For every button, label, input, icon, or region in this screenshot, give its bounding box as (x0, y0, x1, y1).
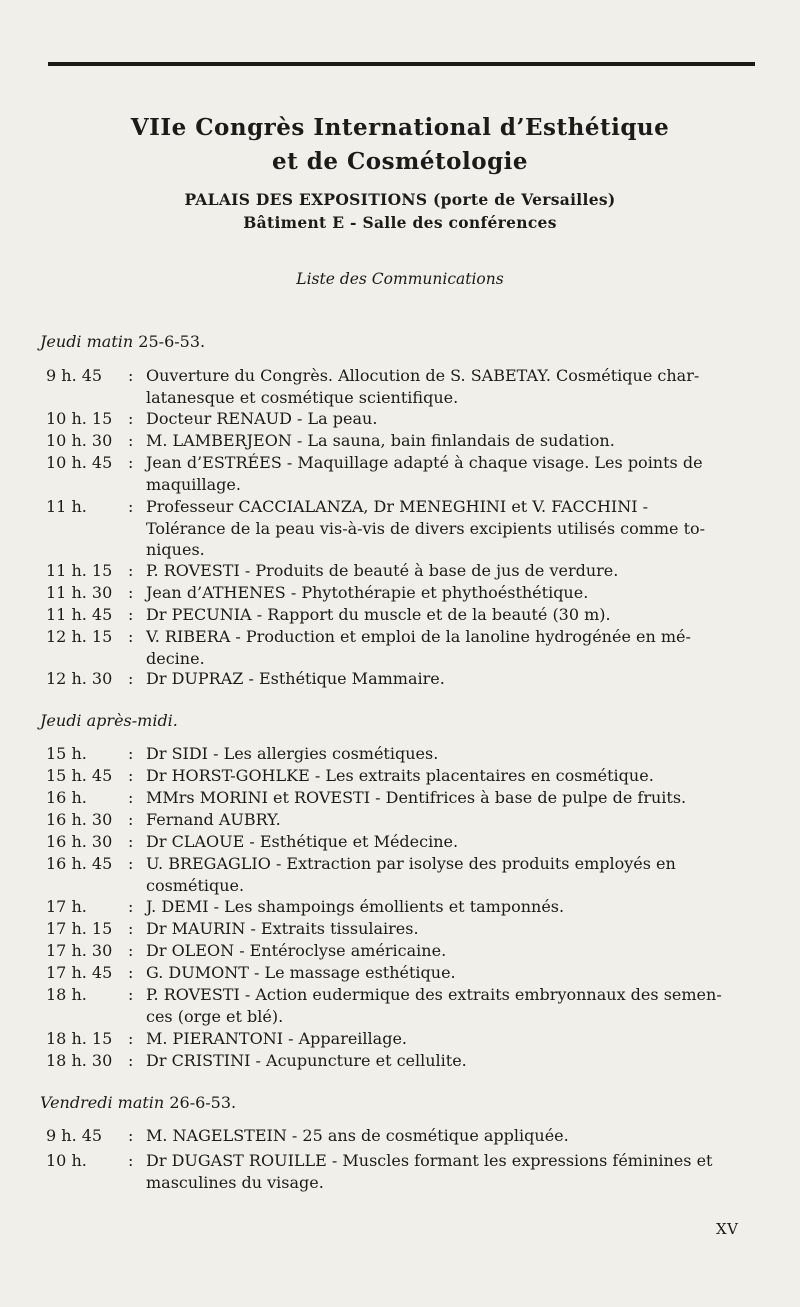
entry-time: 16 h. 30 (46, 810, 113, 829)
entry-text-line: Dr OLEON - Entéroclyse américaine. (146, 941, 447, 960)
entry-time: 17 h. 45 (46, 963, 113, 982)
entry-colon: : (128, 941, 134, 960)
entry-text (146, 940, 750, 962)
entry-time: 11 h. (46, 497, 87, 516)
entry-time: 10 h. 30 (46, 431, 113, 450)
entry-text (146, 896, 750, 918)
entry-time: 12 h. 30 (46, 669, 113, 688)
entry-text-line: MMrs MORINI et ROVESTI - Dentifrices à base de pulpe de fruits. (146, 788, 687, 807)
entry-text (146, 452, 750, 495)
entry-colon: : (128, 561, 134, 580)
entry-text-line: Tolérance de la peau vis-à-vis de divers excipients utilisés comme to- (146, 518, 706, 538)
section-day-label: Jeudi après-midi. (40, 711, 178, 730)
entry-text (146, 918, 750, 940)
entry-text (146, 743, 750, 765)
section-heading (40, 332, 205, 351)
entry-text (146, 962, 750, 984)
entry-time: 9 h. 45 (46, 366, 103, 385)
entry-time: 11 h. 45 (46, 605, 113, 624)
entry-colon: : (128, 1029, 134, 1048)
entry-colon: : (128, 583, 134, 602)
entry-text (146, 809, 750, 831)
entry-text-line: masculines du visage. (146, 1172, 324, 1192)
entry-colon: : (128, 1151, 134, 1170)
section-day-label: Jeudi matin (40, 332, 134, 351)
entry-colon: : (128, 605, 134, 624)
entry-text-line: Dr DUGAST ROUILLE - Muscles formant les expressions féminines et (146, 1151, 713, 1170)
entry-text-line: ces (orge et blé). (146, 1006, 284, 1026)
entry-text (146, 984, 750, 1027)
entry-time: 17 h. 30 (46, 941, 113, 960)
entry-text-line: Jean d’ATHENES - Phytothérapie et phythoésthétique. (146, 583, 589, 602)
section-heading (40, 1093, 236, 1112)
section-heading (40, 711, 178, 730)
entry-text (146, 430, 750, 452)
entry-text-line: latanesque et cosmétique scientifique. (146, 387, 459, 407)
entry-text (146, 626, 750, 669)
entry-text-line: Dr MAURIN - Extraits tissulaires. (146, 919, 419, 938)
venue-line-1: PALAIS DES EXPOSITIONS (porte de Versailles) (184, 190, 616, 209)
top-rule (48, 62, 755, 66)
entry-text (146, 765, 750, 787)
entry-text (146, 560, 750, 582)
entry-text-line: G. DUMONT - Le massage esthétique. (146, 963, 456, 982)
entry-text-line: Jean d’ESTRÉES - Maquillage adapté à chaque visage. Les points de (146, 453, 703, 472)
entry-text-line: Professeur CACCIALANZA, Dr MENEGHINI et V. FACCHINI - (146, 497, 649, 516)
entry-text (146, 1125, 750, 1147)
entry-time: 17 h. 15 (46, 919, 113, 938)
entry-colon: : (128, 366, 134, 385)
entry-text-line: V. RIBERA - Production et emploi de la lanoline hydrogénée en mé- (146, 627, 691, 646)
entry-text-line: J. DEMI - Les shampoings émollients et tamponnés. (146, 897, 565, 916)
entry-colon: : (128, 963, 134, 982)
entry-text (146, 365, 750, 408)
entry-text-line: P. ROVESTI - Action eudermique des extraits embryonnaux des semen- (146, 985, 722, 1004)
entry-text (146, 1150, 750, 1193)
entry-text-line: Dr CLAOUE - Esthétique et Médecine. (146, 832, 459, 851)
entry-colon: : (128, 744, 134, 763)
entry-colon: : (128, 431, 134, 450)
entry-text-line: maquillage. (146, 474, 241, 494)
section-date: 25-6-53. (138, 332, 206, 351)
list-title: Liste des Communications (296, 270, 504, 288)
entry-text (146, 604, 750, 626)
entry-time: 12 h. 15 (46, 627, 113, 646)
entry-text (146, 582, 750, 604)
entry-time: 9 h. 45 (46, 1126, 103, 1145)
entry-text-line: cosmétique. (146, 875, 245, 895)
entry-text-line: Dr DUPRAZ - Esthétique Mammaire. (146, 669, 445, 688)
entry-text (146, 787, 750, 809)
entry-time: 18 h. (46, 985, 87, 1004)
page-number: XV (716, 1220, 739, 1238)
entry-text (146, 408, 750, 430)
entry-time: 10 h. 15 (46, 409, 113, 428)
entry-text-line: Fernand AUBRY. (146, 810, 281, 829)
entry-time: 15 h. (46, 744, 87, 763)
title-line-1: VIIe Congrès International d’Esthétique (130, 114, 670, 141)
entry-time: 11 h. 30 (46, 583, 113, 602)
entry-colon: : (128, 766, 134, 785)
entry-text-line: Dr PECUNIA - Rapport du muscle et de la beauté (30 m). (146, 605, 611, 624)
entry-time: 16 h. 45 (46, 854, 113, 873)
entry-colon: : (128, 1126, 134, 1145)
entry-text-line: Dr SIDI - Les allergies cosmétiques. (146, 744, 439, 763)
entry-time: 16 h. (46, 788, 87, 807)
entry-text-line: niques. (146, 540, 205, 559)
entry-colon: : (128, 497, 134, 516)
entry-text-line: Docteur RENAUD - La peau. (146, 409, 378, 428)
entry-colon: : (128, 627, 134, 646)
entry-time: 17 h. (46, 897, 87, 916)
entry-time: 18 h. 15 (46, 1029, 113, 1048)
entry-text-line: decine. (146, 648, 205, 668)
entry-time: 11 h. 15 (46, 561, 113, 580)
entry-colon: : (128, 810, 134, 829)
entry-colon: : (128, 897, 134, 916)
section-day-label: Vendredi matin (40, 1093, 165, 1112)
entry-time: 10 h. (46, 1151, 87, 1170)
entry-text (146, 1028, 750, 1050)
venue-line-2: Bâtiment E - Salle des conférences (243, 213, 557, 232)
entry-text-line: Dr HORST-GOHLKE - Les extraits placentaires en cosmétique. (146, 766, 654, 785)
entry-text-line: P. ROVESTI - Produits de beauté à base de jus de verdure. (146, 561, 619, 580)
title-line-2: et de Cosmétologie (271, 148, 529, 175)
entry-time: 10 h. 45 (46, 453, 113, 472)
entry-colon: : (128, 919, 134, 938)
entry-colon: : (128, 409, 134, 428)
entry-colon: : (128, 832, 134, 851)
entry-text (146, 853, 750, 896)
entry-time: 15 h. 45 (46, 766, 113, 785)
entry-text-line: M. LAMBERJEON - La sauna, bain finlandais de sudation. (146, 431, 615, 450)
entry-text-line: Ouverture du Congrès. Allocution de S. SABETAY. Cosmétique char- (146, 366, 700, 385)
entry-colon: : (128, 788, 134, 807)
section-date: 26-6-53. (169, 1093, 237, 1112)
entry-colon: : (128, 985, 134, 1004)
entry-time: 16 h. 30 (46, 832, 113, 851)
entry-text-line: M. PIERANTONI - Appareillage. (146, 1029, 407, 1048)
entry-text (146, 831, 750, 853)
entry-text (146, 668, 750, 690)
entry-text (146, 1050, 750, 1072)
entry-text-line: M. NAGELSTEIN - 25 ans de cosmétique appliquée. (146, 1126, 569, 1145)
entry-text-line: U. BREGAGLIO - Extraction par isolyse des produits employés en (146, 854, 676, 873)
entry-time: 18 h. 30 (46, 1051, 113, 1070)
entry-colon: : (128, 669, 134, 688)
entry-text (146, 496, 750, 561)
entry-text-line: Dr CRISTINI - Acupuncture et cellulite. (146, 1051, 467, 1070)
entry-colon: : (128, 453, 134, 472)
entry-colon: : (128, 1051, 134, 1070)
entry-colon: : (128, 854, 134, 873)
